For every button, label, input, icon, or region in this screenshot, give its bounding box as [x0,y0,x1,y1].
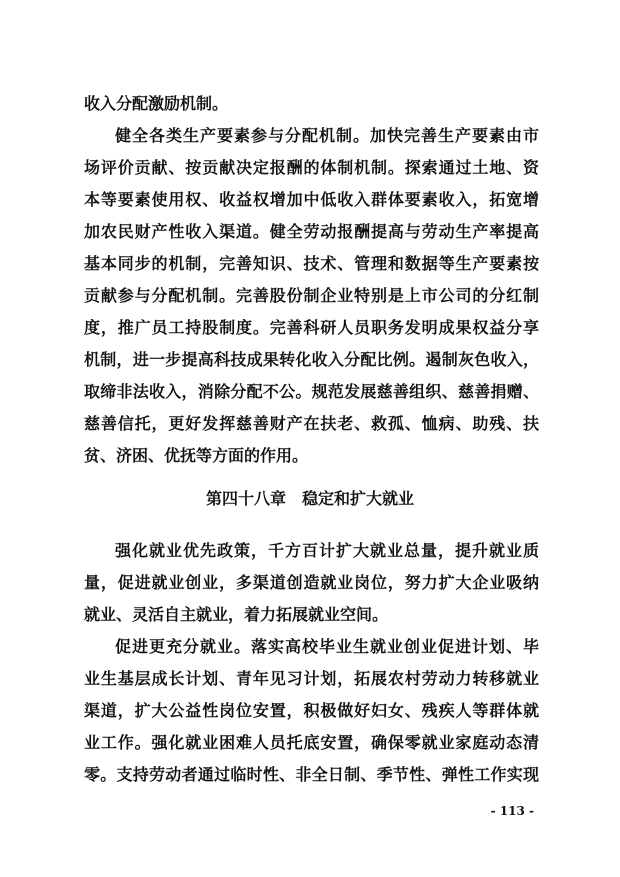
paragraph-4-line: 业生基层成长计划、青年见习计划，拓展农村劳动力转移就业 [84,669,539,688]
paragraph-2-line: 本等要素使用权、收益权增加中低收入群体要素收入，拓宽增 [84,190,539,209]
paragraph-2-line: 健全各类生产要素参与分配机制。加快完善生产要素由市 [115,126,539,145]
paragraph-2-line: 场评价贡献、按贡献决定报酬的体制机制。探索通过土地、资 [84,158,539,177]
paragraph-3-line: 强化就业优先政策，千方百计扩大就业总量，提升就业质 [115,541,539,560]
paragraph-2-line: 度，推广员工持股制度。完善科研人员职务发明成果权益分享 [84,318,539,337]
paragraph-4-line: 渠道，扩大公益性岗位安置，积极做好妇女、残疾人等群体就 [84,701,539,720]
paragraph-3-line: 量，促进就业创业，多渠道创造就业岗位，努力扩大企业吸纳 [84,573,539,592]
paragraph-2-line: 慈善信托，更好发挥慈善财产在扶老、救孤、恤病、助残、扶 [84,414,539,433]
paragraph-3-line: 就业、灵活自主就业，着力拓展就业空间。 [84,605,389,624]
paragraph-2-line: 贫、济困、优抚等方面的作用。 [84,446,309,465]
paragraph-2-line: 机制，进一步提高科技成果转化收入分配比例。遏制灰色收入， [84,350,539,369]
paragraph-1-line: 收入分配激励机制。 [84,94,229,113]
paragraph-4-line: 促进更充分就业。落实高校毕业生就业创业促进计划、毕 [115,637,539,656]
paragraph-4-line: 零。支持劳动者通过临时性、非全日制、季节性、弹性工作实现 [84,765,539,784]
paragraph-4-line: 业工作。强化就业困难人员托底安置，确保零就业家庭动态清 [84,733,539,752]
chapter-heading: 第四十八章 稳定和扩大就业 [205,489,414,508]
paragraph-2-line: 贡献参与分配机制。完善股份制企业特别是上市公司的分红制 [84,286,539,305]
paragraph-2-line: 取缔非法收入，消除分配不公。规范发展慈善组织、慈善捐赠、 [84,382,539,401]
paragraph-2-line: 加农民财产性收入渠道。健全劳动报酬提高与劳动生产率提高 [84,222,539,241]
page-number: - 113 - [490,804,534,818]
paragraph-2-line: 基本同步的机制，完善知识、技术、管理和数据等生产要素按 [84,254,539,273]
